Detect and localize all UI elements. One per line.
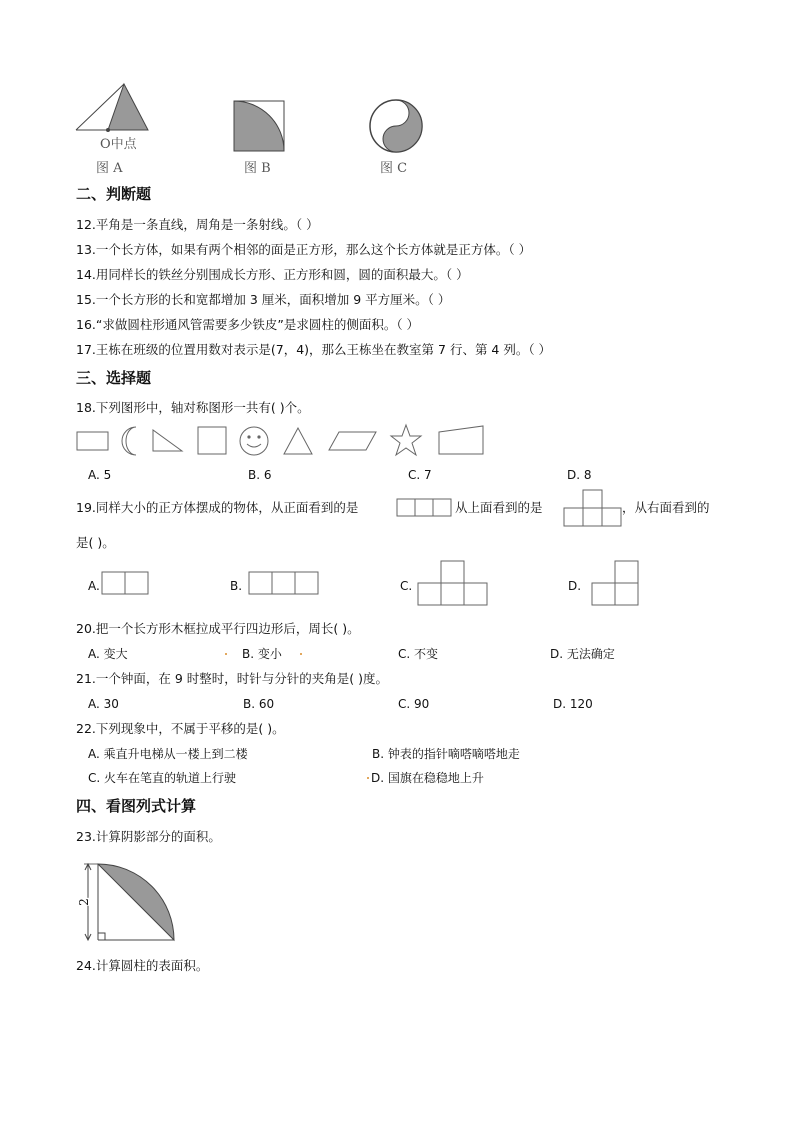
q20-option-a: A. 变大: [88, 647, 128, 661]
q18-shapes: [76, 424, 486, 458]
q21-option-a: A. 30: [88, 697, 119, 711]
q19-option-b-figure: [248, 571, 320, 597]
question-15: 15.一个长方形的长和宽都增加 3 厘米，面积增加 9 平方厘米。（ ）: [76, 292, 451, 307]
q21-option-b: B. 60: [243, 697, 275, 711]
q18-option-c: C. 7: [408, 468, 432, 482]
q19-option-a: A.: [88, 579, 100, 593]
q20-option-c: C. 不变: [398, 647, 439, 661]
question-12: 12.平角是一条直线，周角是一条射线。（ ）: [76, 217, 319, 232]
figure-b: [233, 100, 285, 152]
figure-c: [368, 98, 424, 154]
q22-option-d: D. 国旗在稳稳地上升: [371, 771, 484, 785]
section-title-judgment: 二、判断题: [76, 185, 152, 203]
q23-figure: [78, 862, 184, 944]
question-19-line2: 是( )。: [76, 535, 115, 550]
figure-c-caption: 图 C: [380, 161, 408, 176]
question-19-part2: 从上面看到的是: [455, 500, 543, 515]
q19-option-c-figure: [417, 560, 489, 608]
q22-option-b: B. 钟表的指针嘀嗒嘀嗒地走: [372, 747, 520, 761]
stray-mark: [300, 653, 302, 655]
question-23: 23.计算阴影部分的面积。: [76, 829, 221, 844]
q19-top-view: [562, 489, 624, 529]
q18-option-a: A. 5: [88, 468, 112, 482]
q19-option-b: B.: [230, 579, 243, 593]
q19-option-c: C.: [400, 579, 413, 593]
q18-option-d: D. 8: [567, 468, 592, 482]
q19-front-view: [396, 498, 454, 518]
q20-option-d: D. 无法确定: [550, 647, 615, 661]
q22-option-a: A. 乘直升电梯从一楼上到二楼: [88, 747, 248, 761]
question-24: 24.计算圆柱的表面积。: [76, 958, 209, 973]
question-16: 16.“求做圆柱形通风管需要多少铁皮”是求圆柱的侧面积。（ ）: [76, 317, 420, 332]
question-13: 13.一个长方体，如果有两个相邻的面是正方形，那么这个长方体就是正方体。（ ）: [76, 242, 532, 257]
figure-b-caption: 图 B: [244, 161, 271, 176]
stray-mark: [367, 777, 369, 779]
question-14: 14.用同样长的铁丝分别围成长方形、正方形和圆，圆的面积最大。（ ）: [76, 267, 469, 282]
figure-a: [74, 82, 154, 134]
figure-a-label: O中点: [100, 137, 137, 152]
question-18: 18.下列图形中，轴对称图形一共有( )个。: [76, 400, 310, 415]
q21-option-d: D. 120: [553, 697, 593, 711]
question-19-part1: 19.同样大小的正方体摆成的物体，从正面看到的是: [76, 500, 359, 515]
question-19-part3: ，从右面看到的: [622, 500, 710, 515]
question-21: 21.一个钟面，在 9 时整时，时针与分针的夹角是( )度。: [76, 671, 389, 686]
question-17: 17.王栋在班级的位置用数对表示是(7，4)，那么王栋坐在教室第 7 行、第 4 列。（ ）: [76, 342, 552, 357]
q22-option-c: C. 火车在笔直的轨道上行驶: [88, 771, 237, 785]
figure-a-caption: 图 A: [96, 161, 123, 176]
q19-option-d: D.: [568, 579, 582, 593]
q20-option-b: B. 变小: [242, 647, 282, 661]
q18-option-b: B. 6: [248, 468, 272, 482]
q23-dimension-label: 2: [76, 898, 91, 906]
question-22: 22.下列现象中，不属于平移的是( )。: [76, 721, 285, 736]
stray-mark: [225, 653, 227, 655]
q19-option-d-figure: [591, 560, 643, 608]
q19-option-a-figure: [101, 571, 151, 597]
question-20: 20.把一个长方形木框拉成平行四边形后，周长( )。: [76, 621, 360, 636]
q21-option-c: C. 90: [398, 697, 430, 711]
section-title-choice: 三、选择题: [76, 369, 152, 387]
section-title-calc: 四、看图列式计算: [76, 797, 197, 815]
